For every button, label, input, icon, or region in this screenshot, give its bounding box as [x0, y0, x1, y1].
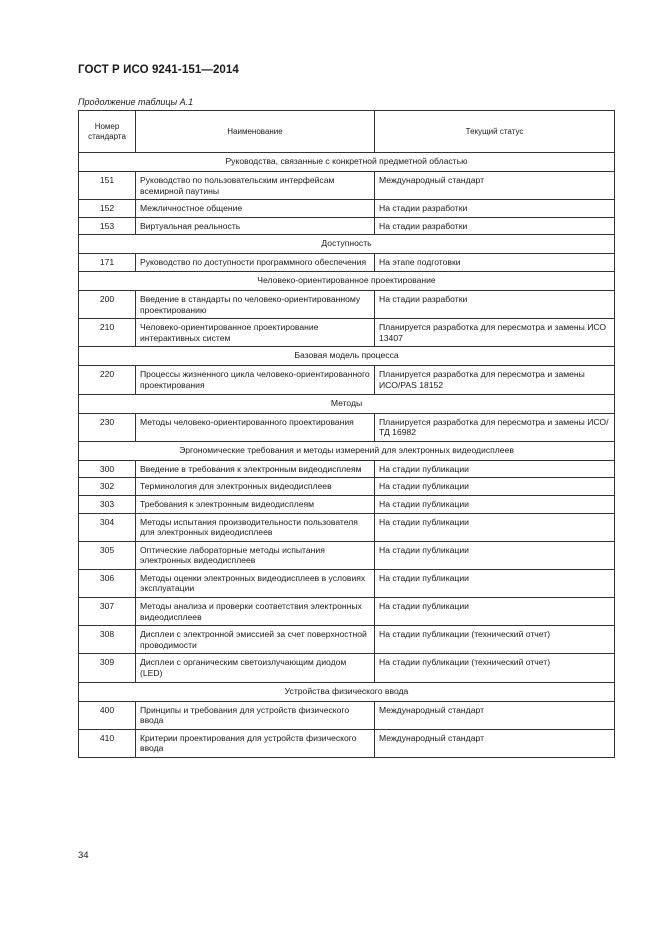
standard-status-cell: На стадии публикации: [375, 495, 615, 513]
standard-number-cell: 210: [79, 319, 136, 347]
section-row: [79, 394, 615, 413]
standard-name-cell: Межличностное общение: [136, 200, 375, 218]
standard-name-cell: Требования к электронным видеодисплеям: [136, 495, 375, 513]
standard-number-cell: 151: [79, 172, 136, 200]
standard-name-cell: Руководство по пользовательским интерфейсам всемирной паутины: [136, 172, 375, 200]
standard-name-cell: Методы человеко-ориентированного проектирования: [136, 413, 375, 441]
standard-status-cell: На стадии публикации: [375, 478, 615, 496]
standard-number-cell: 300: [79, 460, 136, 478]
standard-name-cell: Критерии проектирования для устройств физического ввода: [136, 729, 375, 757]
table-row: [79, 254, 615, 272]
standard-number-cell: 152: [79, 200, 136, 218]
section-row: [79, 347, 615, 366]
section-row: [79, 441, 615, 460]
standard-number-cell: 304: [79, 513, 136, 541]
table-row: [79, 495, 615, 513]
standard-name-cell: Введение в требования к электронным видеодисплеям: [136, 460, 375, 478]
document-title: ГОСТ Р ИСО 9241-151—2014: [78, 64, 239, 76]
table-row: [79, 626, 615, 654]
standard-status-cell: Международный стандарт: [375, 172, 615, 200]
section-title: Базовая модель процесса: [79, 347, 615, 366]
standard-status-cell: Планируется разработка для пересмотра и замены ИСО 13407: [375, 319, 615, 347]
table-row: [79, 513, 615, 541]
table-row: [79, 200, 615, 218]
column-header-name: Наименование: [136, 111, 375, 153]
standard-name-cell: Оптические лабораторные методы испытания электронных видеодисплеев: [136, 541, 375, 569]
standard-status-cell: На стадии публикации: [375, 460, 615, 478]
standard-name-cell: Виртуальная реальность: [136, 217, 375, 235]
section-title: Руководства, связанные с конкретной предметной областью: [79, 153, 615, 172]
standard-number-cell: 153: [79, 217, 136, 235]
standard-number-cell: 305: [79, 541, 136, 569]
standard-name-cell: Руководство по доступности программного обеспечения: [136, 254, 375, 272]
column-header-status: Текущий статус: [375, 111, 615, 153]
table-body: [79, 153, 615, 758]
standard-number-cell: 220: [79, 366, 136, 394]
table-row: [79, 366, 615, 394]
standard-name-cell: Принципы и требования для устройств физического ввода: [136, 701, 375, 729]
standard-status-cell: На стадии публикации: [375, 541, 615, 569]
standard-number-cell: 410: [79, 729, 136, 757]
table-row: [79, 460, 615, 478]
table-row: [79, 319, 615, 347]
table-row: [79, 413, 615, 441]
standard-name-cell: Введение в стандарты по человеко-ориентированному проектированию: [136, 290, 375, 318]
section-row: [79, 153, 615, 172]
table-row: [79, 541, 615, 569]
table-row: [79, 701, 615, 729]
table-row: [79, 654, 615, 682]
section-title: Эргономические требования и методы измерений для электронных видеодисплеев: [79, 441, 615, 460]
standard-status-cell: На стадии публикации: [375, 598, 615, 626]
standard-status-cell: На стадии публикации: [375, 569, 615, 597]
table-row: [79, 569, 615, 597]
standard-number-cell: 303: [79, 495, 136, 513]
standard-number-cell: 171: [79, 254, 136, 272]
standard-status-cell: Планируется разработка для пересмотра и замены ИСО/ТД 16982: [375, 413, 615, 441]
standard-name-cell: Терминология для электронных видеодисплеев: [136, 478, 375, 496]
standard-number-cell: 306: [79, 569, 136, 597]
standard-number-cell: 307: [79, 598, 136, 626]
section-title: Устройства физического ввода: [79, 682, 615, 701]
standard-status-cell: Международный стандарт: [375, 701, 615, 729]
standard-status-cell: На стадии публикации: [375, 513, 615, 541]
standard-name-cell: Дисплеи с органическим светоизлучающим диодом (LED): [136, 654, 375, 682]
standard-status-cell: На стадии публикации (технический отчет): [375, 626, 615, 654]
standard-number-cell: 400: [79, 701, 136, 729]
standard-status-cell: Международный стандарт: [375, 729, 615, 757]
standard-status-cell: На этапе подготовки: [375, 254, 615, 272]
standard-name-cell: Человеко-ориентированное проектирование интерактивных систем: [136, 319, 375, 347]
table-header-row: [79, 111, 615, 153]
table-row: [79, 172, 615, 200]
standard-name-cell: Методы испытания производительности пользователя для электронных видеодисплеев: [136, 513, 375, 541]
section-row: [79, 682, 615, 701]
standard-name-cell: Методы оценки электронных видеодисплеев в условиях эксплуатации: [136, 569, 375, 597]
standard-number-cell: 230: [79, 413, 136, 441]
table-row: [79, 729, 615, 757]
section-title: Человеко-ориентированное проектирование: [79, 271, 615, 290]
standard-name-cell: Дисплеи с электронной эмиссией за счет поверхностной проводимости: [136, 626, 375, 654]
standard-number-cell: 200: [79, 290, 136, 318]
page-number: 34: [78, 850, 89, 861]
table-row: [79, 290, 615, 318]
column-header-number: Номер стандарта: [79, 111, 136, 153]
standard-status-cell: На стадии публикации (технический отчет): [375, 654, 615, 682]
standard-name-cell: Процессы жизненного цикла человеко-ориентированного проектирования: [136, 366, 375, 394]
standard-status-cell: На стадии разработки: [375, 217, 615, 235]
standard-status-cell: Планируется разработка для пересмотра и замены ИСО/PAS 18152: [375, 366, 615, 394]
standard-number-cell: 302: [79, 478, 136, 496]
standard-number-cell: 308: [79, 626, 136, 654]
table-caption: Продолжение таблицы А.1: [78, 97, 194, 107]
standards-table: [78, 110, 615, 758]
section-title: Доступность: [79, 235, 615, 254]
table-row: [79, 217, 615, 235]
table-row: [79, 478, 615, 496]
standard-status-cell: На стадии разработки: [375, 200, 615, 218]
section-title: Методы: [79, 394, 615, 413]
standard-number-cell: 309: [79, 654, 136, 682]
table-row: [79, 598, 615, 626]
section-row: [79, 235, 615, 254]
standard-name-cell: Методы анализа и проверки соответствия электронных видеодисплеев: [136, 598, 375, 626]
section-row: [79, 271, 615, 290]
standard-status-cell: На стадии разработки: [375, 290, 615, 318]
